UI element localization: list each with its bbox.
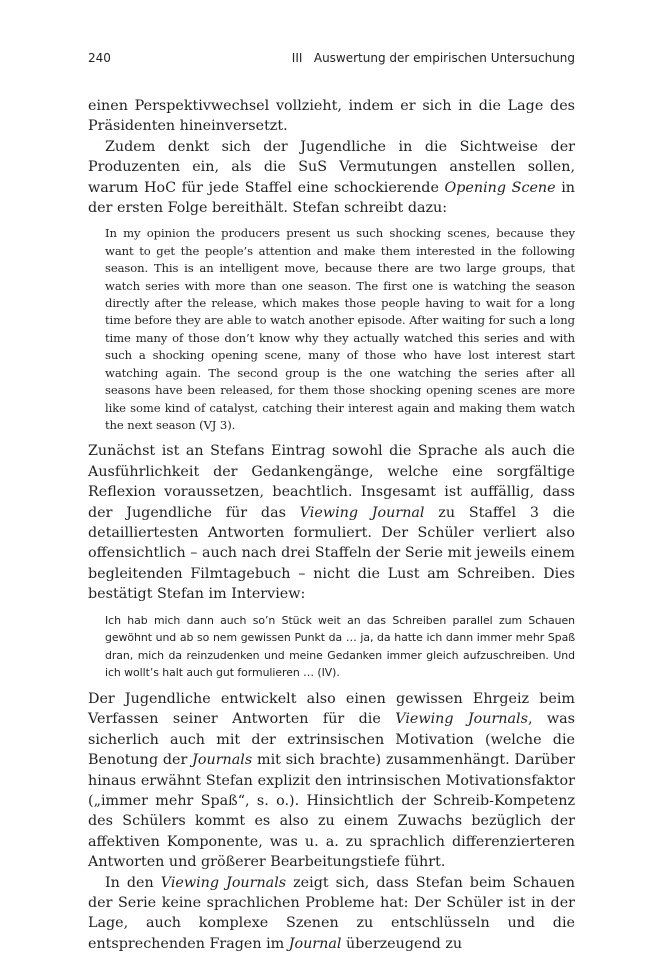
paragraph-3 [88, 441, 575, 604]
paragraph-2 [88, 137, 575, 219]
paragraph-5-italic-2: Journal [288, 935, 342, 952]
paragraph-2-text-a: Zudem denkt sich der Jugendliche in die Sichtweise der Produzenten ein, als die SuS Vermutungen anstellen sollen, warum HoC für jede Staffel eine schockierende [88, 138, 575, 196]
running-header [88, 51, 575, 71]
paragraph-4-text-b: , was sicherlich auch mit der extrinsischen Motivation (welche die Benotung der [88, 711, 575, 769]
block-quote-interview: Ich hab mich dann auch so’n Stück weit an das Schreiben parallel zum Schauen gewöhnt und ab so nem gewissen Punkt da … ja, da hatte ich dann immer mehr Spaß dran, mich da reinzudenken und meine Gedanken immer gleich aufzuschreiben. Und ich wollt’s halt auch gut formulieren … (IV). [105, 613, 575, 680]
paragraph-4-italic-1: Viewing Journals [395, 711, 528, 728]
paragraph-3-text-a: Zunächst ist an Stefans Eintrag sowohl die Sprache als auch die Ausführlichkeit der Gedankengänge, welche eine sorgfältige Reflexion voraussetzen, beachtlich. Insgesamt ist auffällig, dass der Jugendliche für das [88, 443, 575, 521]
paragraph-3-text-b: zu Staffel 3 die detailliertesten Antworten formuliert. Der Schüler verliert also offensichtlich – auch nach drei Staffeln der Serie mit jeweils einem begleitenden Filmtagebuch – nicht die Lust am Schreiben. Dies bestätigt Stefan im Interview: [88, 504, 575, 603]
paragraph-5 [88, 873, 575, 954]
paragraph-2-text-b: in der ersten Folge bereithält. Stefan schreibt dazu: [88, 179, 576, 217]
paragraph-4-text-c: mit sich brachte) zusammenhängt. Darüber hinaus erwähnt Stefan explizit den intrinsischen Motivationsfaktor („immer mehr Spaß“, s. o.). Hinsichtlich der Schreib-Kompetenz des Schülers kommt es also zu einem Zuwachs bezüglich der affektiven Komponente, was u. a. zu sprachlich differenzierteren Antworten und größerer Bearbeitungstiefe führt. [88, 752, 575, 871]
paragraph-5-text-a: In den [105, 874, 161, 891]
paragraph-4-italic-2: Journals [192, 752, 253, 769]
paragraph-5-text-b: zeigt sich, dass Stefan beim Schauen der Serie keine sprachlichen Probleme hat: Der Schüler ist in der Lage, auch komplexe Szenen zu entschlüsseln und die entsprechenden Fragen im [88, 874, 576, 952]
paragraph-1: einen Perspektivwechsel vollzieht, indem er sich in die Lage des Präsidenten hineinversetzt. [88, 98, 575, 135]
block-quote-english: In my opinion the producers present us such shocking scenes, because they want to get the people’s attention and make them interested in the following season. This is an intelligent move, because there are two large groups, that watch series with more than one season. The first one is watching the season directly after the release, which makes those people having to wait for a long time before they are able to watch another episode. After waiting for such a long time many of those don’t know why they actually watched this series and with such a shocking opening scene, many of those who have lost interest start watching again. The second group is the one watching the series after all seasons have been released, for them those shocking opening scenes are more like some kind of catalyst, catching their interest again and making them watch the next season (VJ 3). [105, 226, 575, 432]
body-text [88, 96, 575, 954]
paragraph-4-text-a: Der Jugendliche entwickelt also einen gewissen Ehrgeiz beim Verfassen seiner Antworten für die [88, 690, 575, 728]
running-title: III Auswertung der empirischen Untersuchung [291, 51, 575, 65]
paragraph-2-italic: Opening Scene [444, 179, 556, 196]
paragraph-5-italic-1: Viewing Journals [160, 874, 287, 891]
paragraph-3-italic: Viewing Journal [299, 504, 425, 521]
paragraph-5-text-c: überzeugend zu [341, 935, 463, 952]
paragraph-4 [88, 689, 575, 873]
page-number: 240 [88, 51, 111, 65]
